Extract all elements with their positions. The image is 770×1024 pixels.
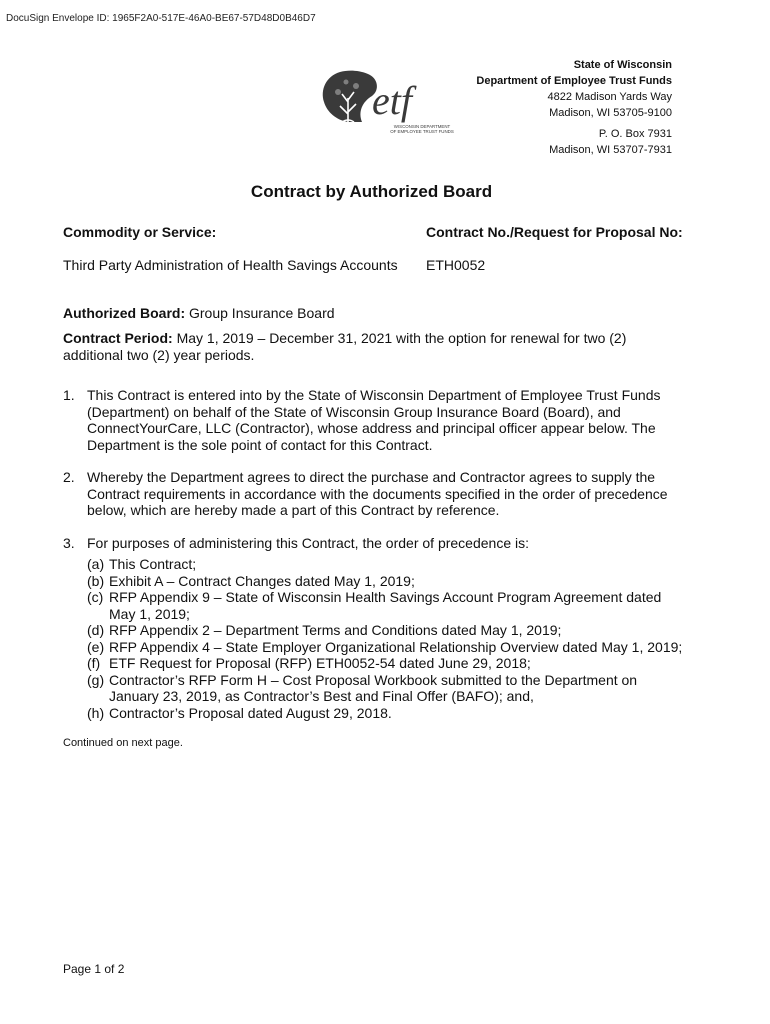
item-label: (h): [87, 704, 105, 721]
contract-no-value: ETH0052: [426, 257, 486, 273]
etf-logo: [318, 68, 454, 140]
list-item: [87, 573, 687, 590]
item-label: (e): [87, 638, 105, 655]
item-text: Contractor’s RFP Form H – Cost Proposal Workbook submitted to the Department on January 23, 2019, as Contractor’s Best and Final Offer (BAFO); and,: [109, 671, 638, 704]
item-label: (a): [87, 556, 105, 572]
page-number: Page 1 of 2: [63, 962, 125, 976]
contract-period: [63, 330, 653, 363]
item-text: RFP Appendix 2 – Department Terms and Conditions dated May 1, 2019;: [109, 622, 562, 638]
list-item: [87, 639, 687, 656]
address-po-box: P. O. Box 7931: [598, 128, 672, 140]
item-text: Contractor’s Proposal dated August 29, 2018.: [109, 704, 392, 721]
list-item: [87, 672, 687, 705]
item-label: (f): [87, 655, 101, 671]
authorized-board: [63, 305, 683, 322]
address-po-city: Madison, WI 53707-7931: [549, 144, 672, 156]
clause-number: 2.: [63, 469, 75, 485]
list-item: [87, 589, 687, 622]
address-department: Department of Employee Trust Funds: [476, 75, 672, 87]
docusign-envelope-id: DocuSign Envelope ID: 1965F2A0-517E-46A0-BE67-57D48D0B46D7: [6, 13, 316, 24]
authorized-board-value: Group Insurance Board: [185, 305, 335, 321]
clause-number: 1.: [63, 387, 75, 403]
item-text: RFP Appendix 4 – State Employer Organizational Relationship Overview dated May 1, 2019;: [109, 638, 683, 655]
authorized-board-label: Authorized Board:: [63, 305, 186, 321]
logo-wordmark: etf: [372, 78, 412, 123]
clause-text: For purposes of administering this Contract, the order of precedence is:: [87, 535, 529, 551]
agency-address: [476, 57, 672, 158]
clause-text: Whereby the Department agrees to direct the purchase and Contractor agrees to supply the Contract requirements in accordance with the documents specified in the order of precedence below, which are hereby made a part of this Contract by reference.: [87, 469, 668, 518]
tree-icon: [323, 71, 377, 122]
contract-no-label: Contract No./Request for Proposal No:: [426, 224, 683, 240]
precedence-list: [87, 556, 687, 721]
item-text: This Contract;: [109, 556, 197, 572]
item-text: Exhibit A – Contract Changes dated May 1, 2019;: [109, 572, 415, 589]
list-item: [87, 622, 687, 639]
item-label: (c): [87, 589, 104, 605]
clause-text: This Contract is entered into by the State of Wisconsin Department of Employee Trust Funds (Department) on behalf of the State of Wisconsin Group Insurance Board (Board), and ConnectYourCare, LLC (Contractor), whose address and principal officer appear below. The Department is the sole point of contact for this Contract.: [87, 387, 661, 453]
logo-caption-line1: WISCONSIN DEPARTMENT: [393, 124, 451, 129]
clause-1: [63, 387, 675, 453]
list-item: [87, 556, 687, 573]
commodity-label: Commodity or Service:: [63, 224, 217, 240]
item-label: (d): [87, 622, 105, 638]
clause-3: [63, 535, 688, 552]
commodity-value: Third Party Administration of Health Savings Accounts: [63, 257, 398, 273]
list-item: [87, 655, 687, 672]
item-label: (g): [87, 671, 105, 688]
continued-note: Continued on next page.: [63, 737, 183, 749]
list-item: [87, 705, 687, 722]
item-text: RFP Appendix 9 – State of Wisconsin Health Savings Account Program Agreement dated May 1, 2019;: [109, 589, 662, 622]
logo-caption-line2: OF EMPLOYEE TRUST FUNDS: [390, 129, 454, 134]
clause-number: 3.: [63, 535, 75, 551]
contract-period-label: Contract Period:: [63, 330, 173, 346]
item-label: (b): [87, 572, 105, 589]
contract-period-value: May 1, 2019 – December 31, 2021 with the option for renewal for two (2) additional two (2) year periods.: [63, 330, 627, 363]
address-city: Madison, WI 53705-9100: [549, 107, 672, 119]
document-title: Contract by Authorized Board: [250, 182, 493, 201]
clause-2: [63, 469, 675, 519]
address-street: 4822 Madison Yards Way: [547, 91, 672, 103]
address-state: State of Wisconsin: [573, 59, 672, 71]
item-text: ETF Request for Proposal (RFP) ETH0052-54 dated June 29, 2018;: [109, 655, 531, 671]
